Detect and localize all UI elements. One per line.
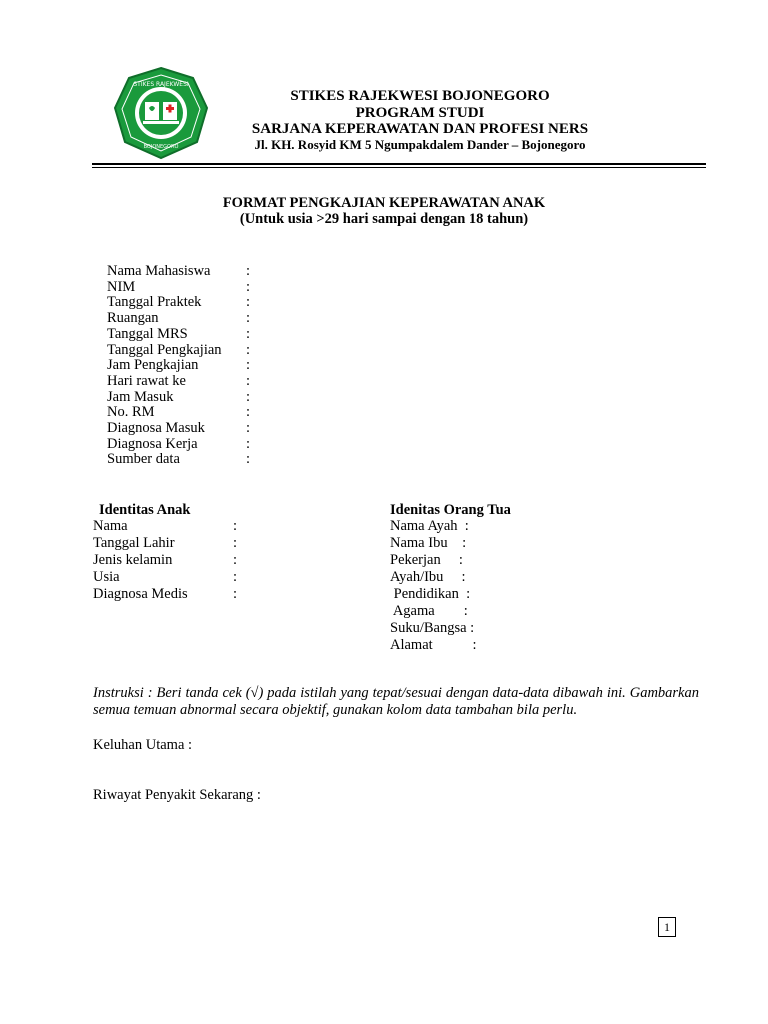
- history-label: Riwayat Penyakit Sekarang :: [93, 787, 261, 803]
- field-row: [107, 404, 507, 420]
- field-label: Jam Pengkajian: [107, 357, 199, 374]
- parent-identity-fields: [390, 518, 590, 658]
- form-title: FORMAT PENGKAJIAN KEPERAWATAN ANAK: [222, 195, 546, 211]
- field-colon: :: [246, 435, 251, 452]
- program-name: PROGRAM STUDI: [355, 105, 485, 121]
- field-label: Jam Masuk: [107, 388, 174, 405]
- field-row: [107, 357, 507, 373]
- child-field-row: [93, 552, 353, 569]
- page-number: 1: [658, 917, 676, 937]
- parent-field: Agama :: [390, 603, 468, 619]
- field-colon: :: [233, 518, 238, 534]
- field-row: [107, 326, 507, 342]
- field-row: [107, 420, 507, 436]
- field-colon: :: [233, 535, 238, 551]
- field-colon: :: [246, 388, 251, 405]
- field-label: NIM: [107, 278, 136, 295]
- department-name: SARJANA KEPERAWATAN DAN PROFESI NERS: [251, 121, 589, 137]
- field-colon: :: [233, 586, 238, 602]
- child-identity-heading: Identitas Anak: [99, 502, 191, 518]
- institution-address: Jl. KH. Rosyid KM 5 Ngumpakdalem Dander – Bojonegoro: [254, 137, 586, 152]
- field-row: [107, 373, 507, 389]
- field-row: [107, 279, 507, 295]
- field-colon: :: [246, 278, 251, 295]
- form-subtitle: (Untuk usia >29 hari sampai dengan 18 tahun): [239, 211, 529, 227]
- header-rule-thin: [92, 167, 706, 168]
- child-field-row: [93, 535, 353, 552]
- field-colon: :: [233, 569, 238, 585]
- field-label: Tanggal Praktek: [107, 294, 202, 311]
- field-row: [107, 389, 507, 405]
- field-label: Diagnosa Masuk: [107, 420, 205, 436]
- field-colon: :: [246, 310, 251, 327]
- parent-field: Pendidikan :: [390, 586, 471, 602]
- field-row: [107, 310, 507, 326]
- logo-text-top: STIKES RAJEKWESI: [133, 81, 189, 88]
- child-field-row: [93, 569, 353, 586]
- parent-field: Nama Ayah :: [390, 518, 469, 534]
- complaint-label: Keluhan Utama :: [93, 737, 193, 753]
- field-label: Nama Mahasiswa: [107, 263, 211, 279]
- field-colon: :: [246, 294, 251, 311]
- field-row: [107, 436, 507, 452]
- institution-name: STIKES RAJEKWESI BOJONEGORO: [290, 88, 550, 104]
- field-colon: :: [246, 372, 251, 389]
- child-field-label: Jenis kelamin: [93, 552, 173, 568]
- child-field-row: [93, 586, 353, 603]
- child-field-label: Diagnosa Medis: [93, 586, 188, 602]
- field-colon: :: [246, 357, 251, 374]
- parent-identity-heading: Idenitas Orang Tua: [390, 502, 511, 518]
- field-row: [107, 294, 507, 310]
- parent-field: Alamat :: [390, 637, 477, 653]
- field-colon: :: [246, 341, 251, 358]
- logo-text-bottom: BOJONEGORO: [143, 144, 179, 150]
- field-label: Tanggal MRS: [107, 325, 188, 342]
- field-colon: :: [246, 404, 251, 421]
- field-row: [107, 342, 507, 358]
- instruction-text: Instruksi : Beri tanda cek (√) pada istilah yang tepat/sesuai dengan data-data dibawah ini. Gambarkan semua temuan abnormal secara objektif, gunakan kolom data tambahan bila perlu.: [93, 685, 699, 718]
- child-field-label: Usia: [93, 569, 120, 585]
- field-label: Hari rawat ke: [107, 372, 186, 389]
- field-row: [107, 263, 507, 279]
- parent-field: Nama Ibu :: [390, 535, 467, 551]
- student-fields: [107, 263, 507, 473]
- field-label: Ruangan: [107, 310, 159, 327]
- field-label: Tanggal Pengkajian: [107, 341, 222, 358]
- field-label: No. RM: [107, 404, 155, 421]
- field-label: Diagnosa Kerja: [107, 435, 198, 452]
- logo-emblem-icon: [113, 66, 209, 160]
- field-colon: :: [246, 325, 251, 342]
- child-field-row: [93, 518, 353, 535]
- field-colon: :: [246, 420, 251, 436]
- field-colon: :: [246, 263, 251, 279]
- child-field-label: Nama: [93, 518, 128, 534]
- field-label: Sumber data: [107, 451, 180, 468]
- field-colon: :: [246, 451, 251, 468]
- institution-logo: [113, 66, 209, 160]
- child-field-label: Tanggal Lahir: [93, 535, 175, 551]
- field-colon: :: [233, 552, 238, 568]
- parent-field: Ayah/Ibu :: [390, 569, 466, 585]
- field-row: [107, 451, 507, 467]
- parent-field: Suku/Bangsa :: [390, 620, 475, 636]
- header-rule-thick: [92, 163, 706, 165]
- child-identity-fields: [93, 518, 353, 608]
- parent-field: Pekerjan :: [390, 552, 463, 568]
